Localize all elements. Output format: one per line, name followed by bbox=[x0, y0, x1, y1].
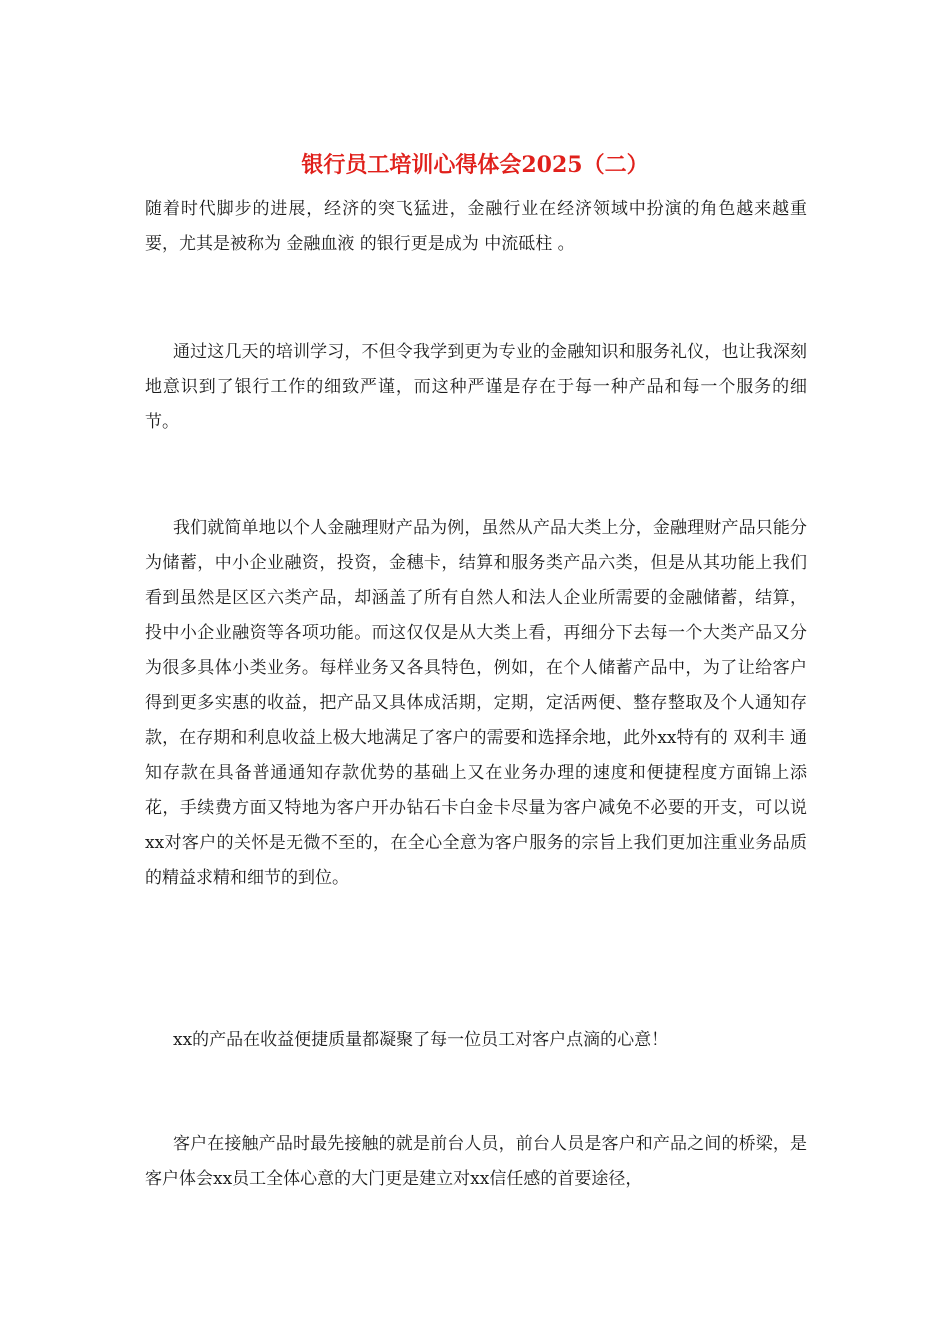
paragraph-products: 我们就简单地以个人金融理财产品为例，虽然从产品大类上分，金融理财产品只能分为储蓄，中小企业融资，投资，金穗卡，结算和服务类产品六类，但是从其功能上我们看到虽然是区区六类产品，却涵盖了所有自然人和法人企业所需要的金融储蓄，结算，投中小企业融资等各项功能。而这仅仅是从大类上看，再细分下去每一个大类产品又分为很多具体小类业务。每样业务又各具特色，例如，在个人储蓄产品中，为了让给客户得到更多实惠的收益，把产品又具体成活期，定期，定活两便、整存整取及个人通知存款，在存期和利息收益上极大地满足了客户的需要和选择余地，此外xx特有的 双利丰 通知存款在具备普通通知存款优势的基础上又在业务办理的速度和便捷程度方面锦上添花，手续费方面又特地为客户开办钻石卡白金卡尽量为客户减免不必要的开支，可以说xx对客户的关怀是无微不至的，在全心全意为客户服务的宗旨上我们更加注重业务品质的精益求精和细节的到位。 bbox=[145, 518, 807, 888]
paragraph-intro: 随着时代脚步的进展，经济的突飞猛进，金融行业在经济领域中扮演的角色越来越重要，尤其是被称为 金融血液 的银行更是成为 中流砥柱 。 bbox=[145, 199, 807, 254]
paragraph-care: xx的产品在收益便捷质量都凝聚了每一位员工对客户点滴的心意！ bbox=[173, 1030, 669, 1050]
paragraph-front-desk: 客户在接触产品时最先接触的就是前台人员，前台人员是客户和产品之间的桥梁，是客户体会xx员工全体心意的大门更是建立对xx信任感的首要途径， bbox=[145, 1134, 807, 1189]
paragraph-training: 通过这几天的培训学习，不但令我学到更为专业的金融知识和服务礼仪，也让我深刻地意识到了银行工作的细致严谨，而这种严谨是存在于每一种产品和每一个服务的细节。 bbox=[145, 342, 807, 432]
page-title: 银行员工培训心得体会2025（二） bbox=[301, 152, 649, 178]
